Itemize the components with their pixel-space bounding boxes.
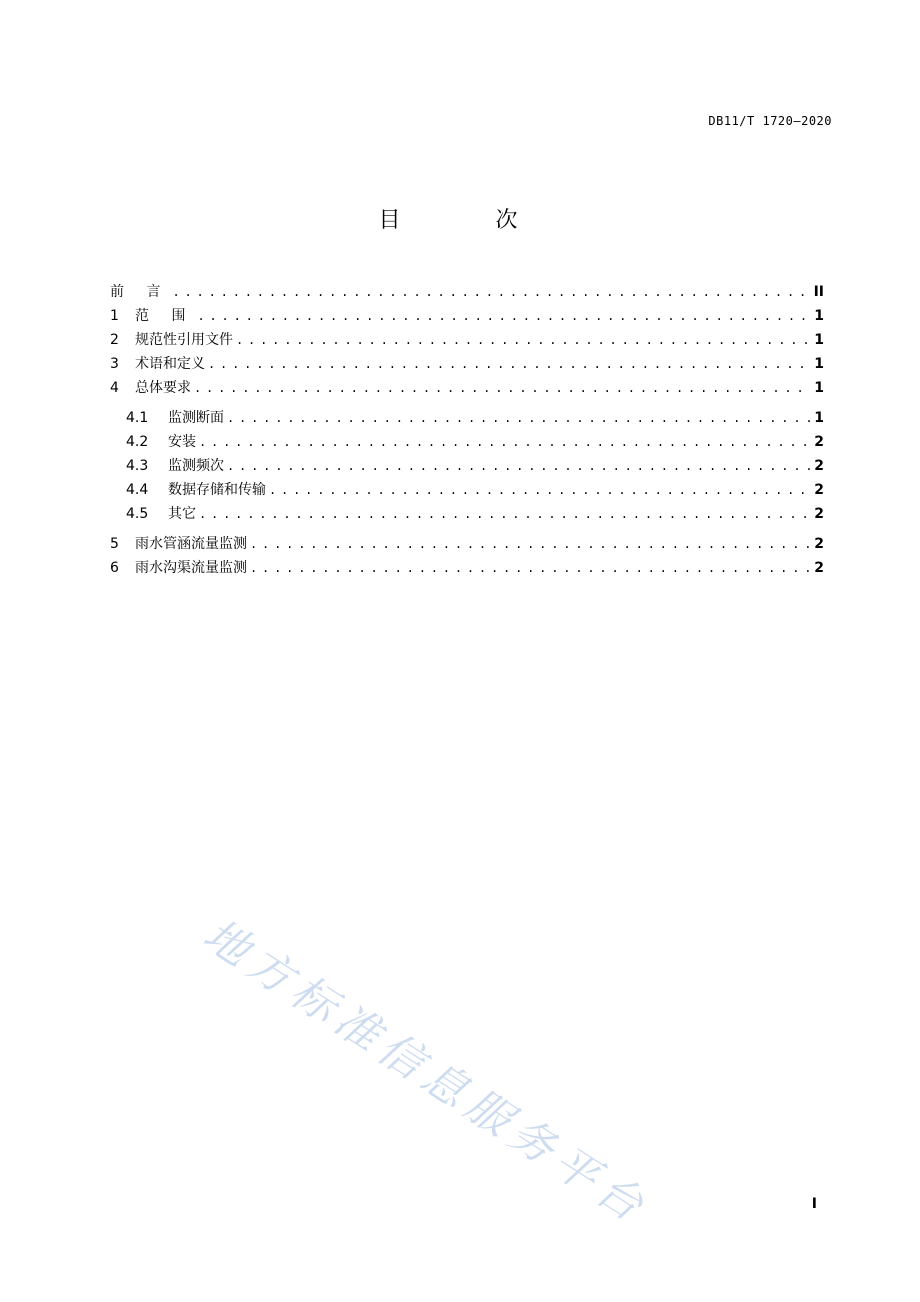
toc-entry-monitoring-frequency[interactable]: [110, 454, 824, 478]
toc-entry-other[interactable]: [110, 502, 824, 526]
toc-entry-number: 4.5: [126, 506, 149, 522]
toc-entry-label: 总体要求: [135, 380, 191, 396]
toc-entry-installation[interactable]: [110, 430, 824, 454]
toc-entry-general-requirements[interactable]: [110, 376, 824, 400]
toc-dot-leader: [194, 376, 811, 400]
table-of-contents: [110, 280, 824, 580]
toc-entry-page: 1: [814, 410, 824, 426]
toc-entry-data-storage-transmission[interactable]: [110, 478, 824, 502]
toc-entry-label: 其它: [168, 506, 196, 522]
toc-entry-page: 1: [814, 308, 824, 324]
toc-entry-page: 2: [814, 536, 824, 552]
toc-entry-label: 规范性引用文件: [135, 332, 233, 348]
toc-entry-page: II: [813, 284, 824, 300]
toc-entry-page: 2: [814, 560, 824, 576]
toc-entry-label: 范 围: [135, 308, 195, 324]
toc-entry-page: 2: [814, 482, 824, 498]
toc-dot-leader: [227, 454, 811, 478]
toc-entry-label: 雨水管涵流量监测: [135, 536, 247, 552]
toc-entry-scope[interactable]: [110, 304, 824, 328]
toc-dot-leader: [227, 406, 811, 430]
toc-entry-page: 1: [814, 380, 824, 396]
toc-entry-label: 雨水沟渠流量监测: [135, 560, 247, 576]
toc-entry-number: 4.4: [126, 482, 149, 498]
toc-entry-label: 监测断面: [168, 410, 224, 426]
standard-code: DB11/T 1720—2020: [708, 114, 832, 128]
toc-entry-label: 术语和定义: [135, 356, 205, 372]
toc-entry-normative-references[interactable]: [110, 328, 824, 352]
toc-entry-monitoring-section[interactable]: [110, 406, 824, 430]
toc-entry-page: 1: [814, 356, 824, 372]
toc-entry-number: 4.2: [126, 434, 149, 450]
toc-dot-leader: [172, 280, 810, 304]
toc-entry-terms-definitions[interactable]: [110, 352, 824, 376]
toc-entry-number: 4.1: [126, 410, 149, 426]
toc-entry-number: 1: [110, 308, 119, 324]
toc-entry-page: 2: [814, 434, 824, 450]
toc-entry-page: 2: [814, 506, 824, 522]
toc-entry-label: 前 言: [110, 284, 170, 300]
toc-dot-leader: [269, 478, 811, 502]
toc-dot-leader: [208, 352, 811, 376]
watermark-text: 地方标准信息服务平台: [194, 909, 659, 1236]
toc-entry-pipe-culvert-flow[interactable]: [110, 532, 824, 556]
toc-entry-number: 3: [110, 356, 119, 372]
toc-entry-number: 4.3: [126, 458, 149, 474]
toc-dot-leader: [199, 430, 811, 454]
toc-dot-leader: [250, 532, 811, 556]
toc-dot-leader: [199, 502, 811, 526]
toc-entry-ditch-channel-flow[interactable]: [110, 556, 824, 580]
toc-entry-number: 2: [110, 332, 119, 348]
toc-dot-leader: [236, 328, 811, 352]
page-title: 目 次: [378, 208, 562, 233]
toc-entry-number: 4: [110, 380, 119, 396]
toc-dot-leader: [197, 304, 811, 328]
page-number: I: [811, 1196, 817, 1212]
toc-entry-number: 6: [110, 560, 119, 576]
toc-entry-label: 数据存储和传输: [168, 482, 266, 498]
toc-dot-leader: [250, 556, 811, 580]
toc-entry-label: 安装: [168, 434, 196, 450]
toc-entry-number: 5: [110, 536, 119, 552]
toc-entry-foreword[interactable]: [110, 280, 824, 304]
toc-entry-page: 1: [814, 332, 824, 348]
toc-entry-label: 监测频次: [168, 458, 224, 474]
toc-entry-page: 2: [814, 458, 824, 474]
